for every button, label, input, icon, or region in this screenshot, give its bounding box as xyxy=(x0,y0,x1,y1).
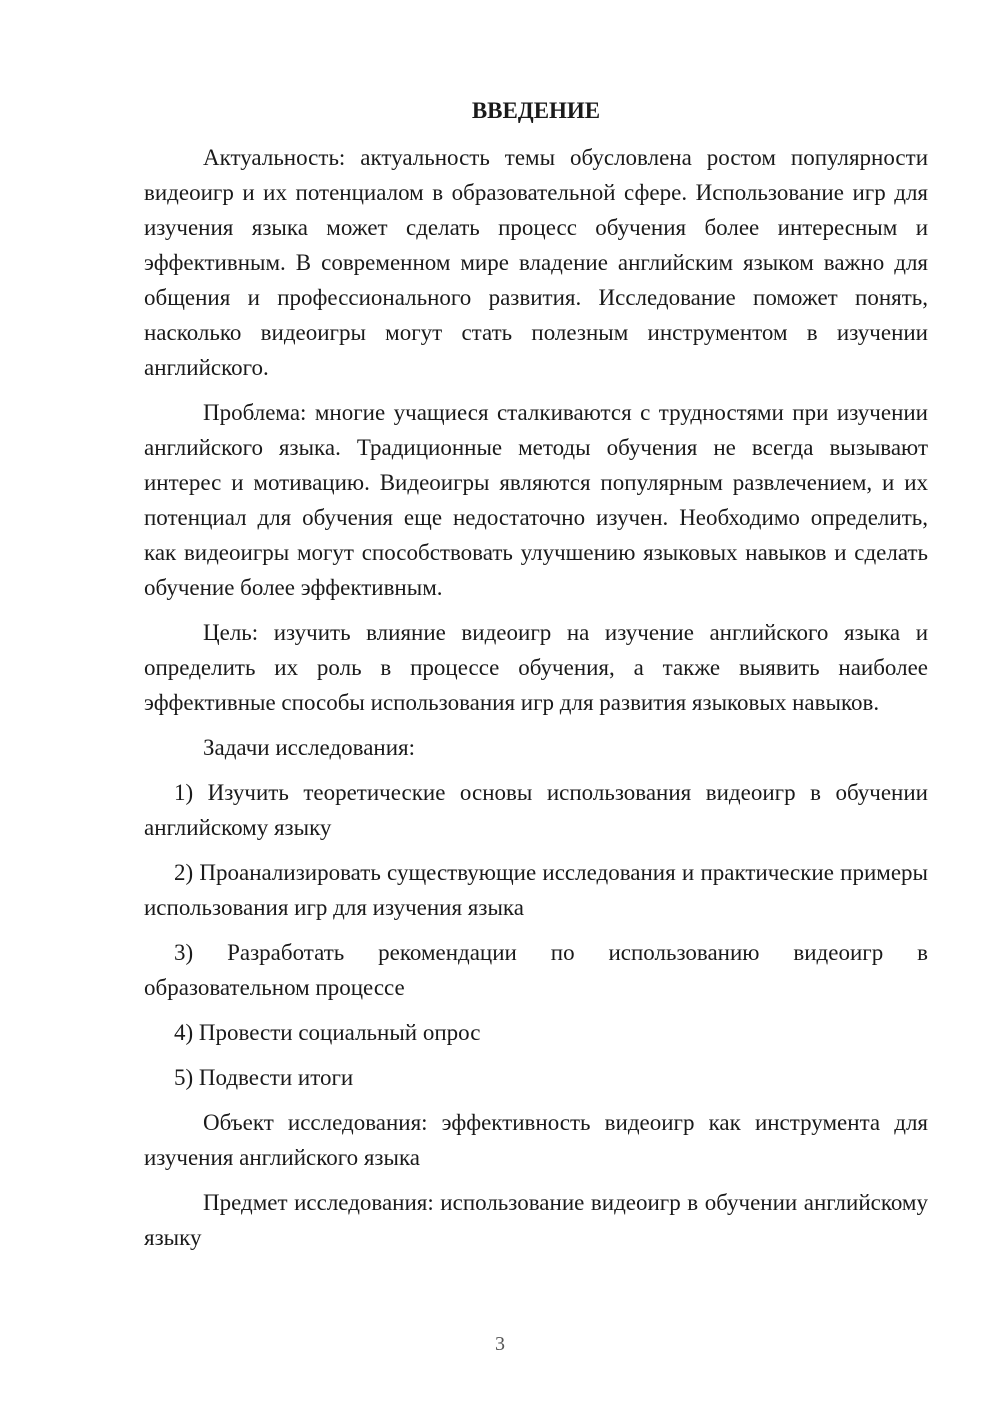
task-item-3: 3) Разработать рекомендации по использованию видеоигр в образовательном процессе xyxy=(144,940,928,1000)
object-paragraph: Объект исследования: эффективность видеоигр как инструмента для изучения английского языка xyxy=(144,1110,928,1170)
relevance-paragraph: Актуальность: актуальность темы обусловлена ростом популярности видеоигр и их потенциалом в образовательной сфере. Использование игр для изучения языка может сделать процесс обучения более интересным и эффективным. В современном мире владение английским языком важно для общения и профессионального развития. Исследование поможет понять, насколько видеоигры могут стать полезным инструментом в изучении английского. xyxy=(144,145,928,380)
goal-paragraph: Цель: изучить влияние видеоигр на изучение английского языка и определить их роль в процессе обучения, а также выявить наиболее эффективные способы использования игр для развития языковых навыков. xyxy=(144,620,928,715)
tasks-heading: Задачи исследования: xyxy=(203,735,416,760)
page-number: 3 xyxy=(495,1333,505,1355)
task-item-4: 4) Провести социальный опрос xyxy=(174,1020,481,1045)
problem-paragraph: Проблема: многие учащиеся сталкиваются с трудностями при изучении английского языка. Традиционные методы обучения не всегда вызывают интерес и мотивацию. Видеоигры являются популярным развлечением, и их потенциал для обучения еще недостаточно изучен. Необходимо определить, как видеоигры могут способствовать улучшению языковых навыков и сделать обучение более эффективным. xyxy=(144,400,928,600)
task-item-1: 1) Изучить теоретические основы использования видеоигр в обучении английскому языку xyxy=(144,780,928,840)
section-heading: ВВЕДЕНИЕ xyxy=(471,98,601,123)
task-item-5: 5) Подвести итоги xyxy=(174,1065,354,1090)
document-page xyxy=(144,92,928,1265)
task-item-2: 2) Проанализировать существующие исследования и практические примеры использования игр для изучения языка xyxy=(144,860,928,920)
subject-paragraph: Предмет исследования: использование видеоигр в обучении английскому языку xyxy=(144,1190,928,1250)
